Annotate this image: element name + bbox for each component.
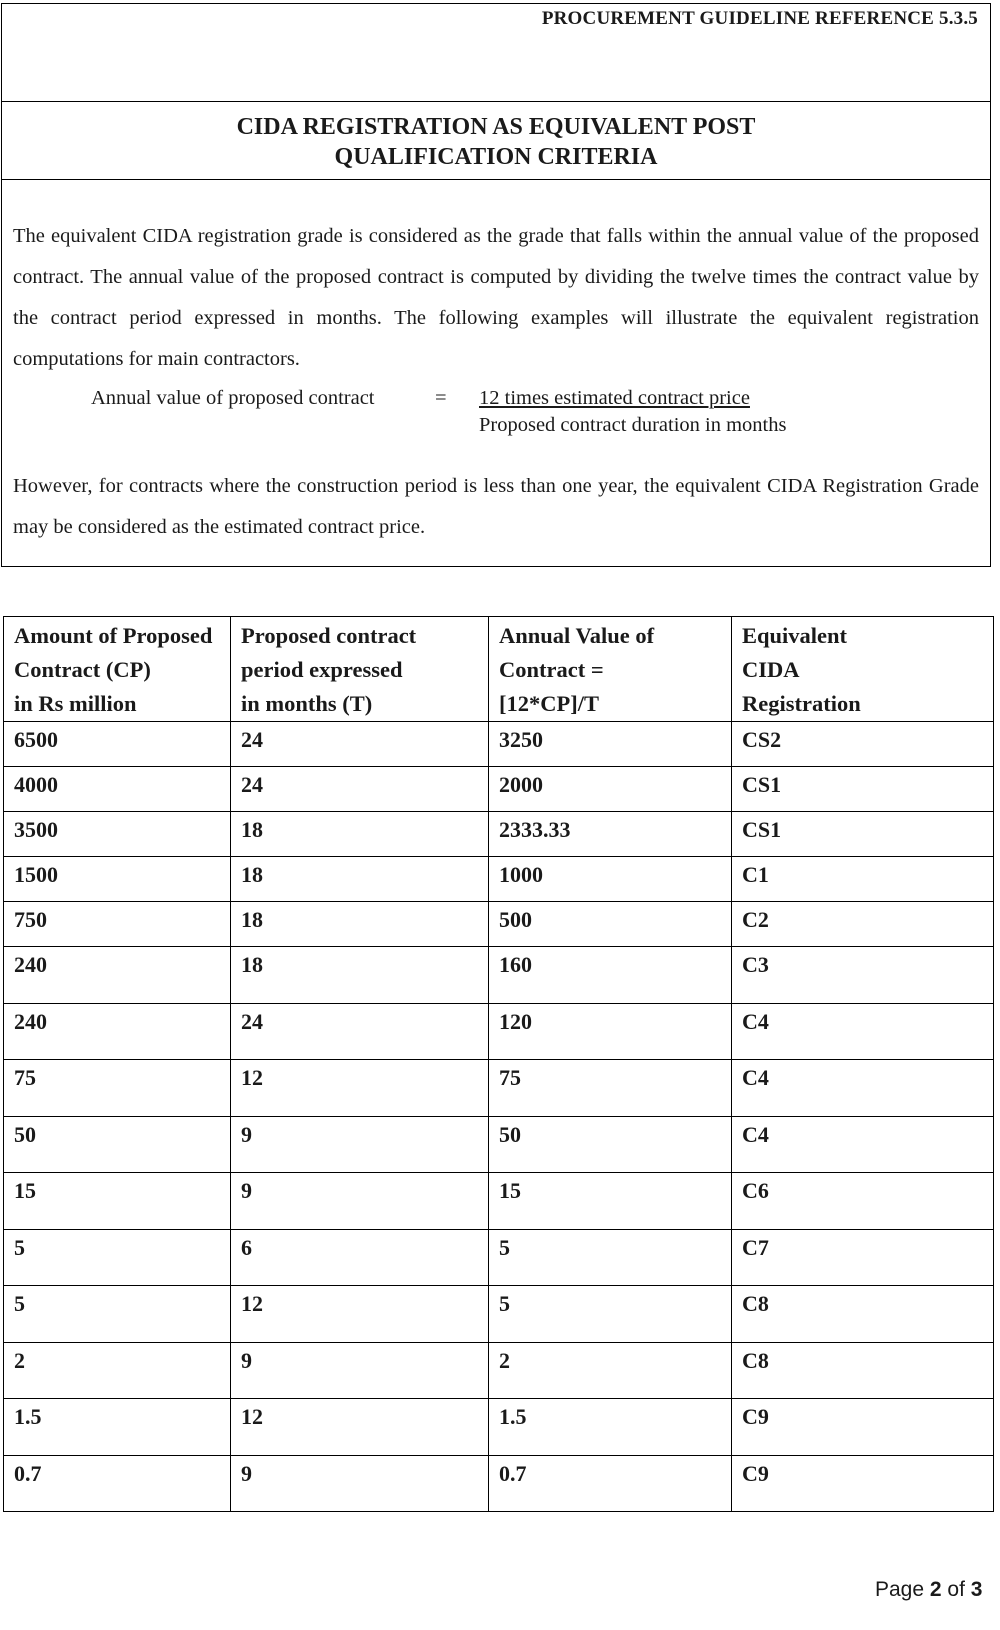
page-total: 3 [970, 1578, 983, 1601]
header-line: Contract = [499, 657, 604, 682]
cell-registration: C8 [732, 1342, 994, 1399]
formula-denominator: Proposed contract duration in months [479, 414, 787, 436]
cell-annual-value: 0.7 [489, 1455, 732, 1512]
cell-annual-value: 75 [489, 1060, 732, 1117]
cell-amount: 75 [4, 1060, 231, 1117]
cell-annual-value: 120 [489, 1003, 732, 1060]
header-cell-amount [4, 617, 231, 722]
cell-annual-value: 2 [489, 1342, 732, 1399]
cell-amount: 15 [4, 1173, 231, 1230]
table-row [4, 1229, 994, 1286]
cell-amount: 2 [4, 1342, 231, 1399]
cell-annual-value: 5 [489, 1286, 732, 1343]
table-header-row [4, 617, 994, 722]
document-title-line-2: QUALIFICATION CRITERIA [334, 144, 658, 170]
cell-amount: 1.5 [4, 1399, 231, 1456]
cell-annual-value: 3250 [489, 722, 732, 767]
table-row [4, 947, 994, 1004]
cell-period: 12 [231, 1286, 489, 1343]
cell-annual-value: 2000 [489, 767, 732, 812]
page-of: of [947, 1578, 965, 1601]
cell-registration: C7 [732, 1229, 994, 1286]
cell-annual-value: 2333.33 [489, 812, 732, 857]
page-number [875, 1578, 982, 1602]
header-line: Proposed contract [241, 623, 417, 648]
cell-registration: CS1 [732, 767, 994, 812]
cell-registration: C8 [732, 1286, 994, 1343]
cell-period: 24 [231, 767, 489, 812]
header-line: CIDA [742, 657, 800, 682]
cell-amount: 750 [4, 902, 231, 947]
table-row [4, 1286, 994, 1343]
exception-paragraph: However, for contracts where the construction period is less than one year, the equivalent CIDA Registration Grade may be considered as the estimated contract price. [13, 475, 979, 538]
cell-registration: C6 [732, 1173, 994, 1230]
table-row [4, 857, 994, 902]
cell-registration: C4 [732, 1060, 994, 1117]
reference-band [2, 4, 990, 102]
header-line: period expressed [241, 657, 403, 682]
cell-amount: 1500 [4, 857, 231, 902]
cell-registration: C2 [732, 902, 994, 947]
header-line: Contract (CP) [14, 657, 151, 682]
table-row [4, 1060, 994, 1117]
cell-amount: 5 [4, 1286, 231, 1343]
cell-registration: C3 [732, 947, 994, 1004]
intro-paragraph: The equivalent CIDA registration grade is considered as the grade that falls within the annual value of the proposed contract. The annual value of the proposed contract is computed by dividing the twelve times the contract value by the contract period expressed in months. The following examples will illustrate the equivalent registration computations for main contractors. [13, 225, 979, 370]
cell-period: 9 [231, 1455, 489, 1512]
cell-annual-value: 500 [489, 902, 732, 947]
table-row [4, 812, 994, 857]
header-line: Equivalent [742, 623, 848, 648]
cell-amount: 50 [4, 1116, 231, 1173]
cell-period: 18 [231, 857, 489, 902]
cell-annual-value: 5 [489, 1229, 732, 1286]
cell-registration: CS1 [732, 812, 994, 857]
cell-amount: 240 [4, 1003, 231, 1060]
cell-annual-value: 1.5 [489, 1399, 732, 1456]
cell-period: 18 [231, 902, 489, 947]
page-current: 2 [929, 1578, 942, 1601]
cell-period: 12 [231, 1399, 489, 1456]
cell-amount: 5 [4, 1229, 231, 1286]
cell-registration: C1 [732, 857, 994, 902]
header-line: Registration [742, 691, 861, 716]
header-line: in months (T) [241, 691, 373, 716]
registration-table [3, 616, 994, 1512]
header-line: Amount of Proposed [14, 623, 213, 648]
table-row [4, 1116, 994, 1173]
cell-amount: 4000 [4, 767, 231, 812]
table-row [4, 902, 994, 947]
title-band [2, 102, 990, 180]
cell-registration: CS2 [732, 722, 994, 767]
cell-annual-value: 1000 [489, 857, 732, 902]
header-line: Annual Value of [499, 623, 655, 648]
table-row [4, 767, 994, 812]
header-line: [12*CP]/T [499, 691, 599, 716]
guideline-reference: PROCUREMENT GUIDELINE REFERENCE 5.3.5 [541, 8, 978, 29]
cell-amount: 240 [4, 947, 231, 1004]
header-cell-annual-value [489, 617, 732, 722]
formula-equals: = [435, 387, 447, 409]
cell-period: 9 [231, 1173, 489, 1230]
cell-amount: 3500 [4, 812, 231, 857]
cell-annual-value: 15 [489, 1173, 732, 1230]
cell-annual-value: 160 [489, 947, 732, 1004]
cell-registration: C9 [732, 1455, 994, 1512]
cell-amount: 6500 [4, 722, 231, 767]
header-cell-period [231, 617, 489, 722]
header-line: in Rs million [14, 691, 137, 716]
table-row [4, 1342, 994, 1399]
table-row [4, 722, 994, 767]
cell-period: 9 [231, 1116, 489, 1173]
table-row [4, 1399, 994, 1456]
table-row [4, 1455, 994, 1512]
cell-annual-value: 50 [489, 1116, 732, 1173]
cell-period: 24 [231, 722, 489, 767]
cell-period: 24 [231, 1003, 489, 1060]
page-word: Page [875, 1578, 925, 1601]
cell-period: 6 [231, 1229, 489, 1286]
table-row [4, 1003, 994, 1060]
cell-registration: C4 [732, 1003, 994, 1060]
guideline-frame [1, 3, 991, 567]
formula-lhs: Annual value of proposed contract [91, 387, 375, 409]
cell-period: 9 [231, 1342, 489, 1399]
table-row [4, 1173, 994, 1230]
cell-period: 18 [231, 812, 489, 857]
header-cell-registration [732, 617, 994, 722]
cell-amount: 0.7 [4, 1455, 231, 1512]
cell-period: 12 [231, 1060, 489, 1117]
document-title-line-1: CIDA REGISTRATION AS EQUIVALENT POST [236, 114, 756, 140]
formula-numerator: 12 times estimated contract price [479, 387, 750, 409]
cell-period: 18 [231, 947, 489, 1004]
cell-registration: C9 [732, 1399, 994, 1456]
cell-registration: C4 [732, 1116, 994, 1173]
